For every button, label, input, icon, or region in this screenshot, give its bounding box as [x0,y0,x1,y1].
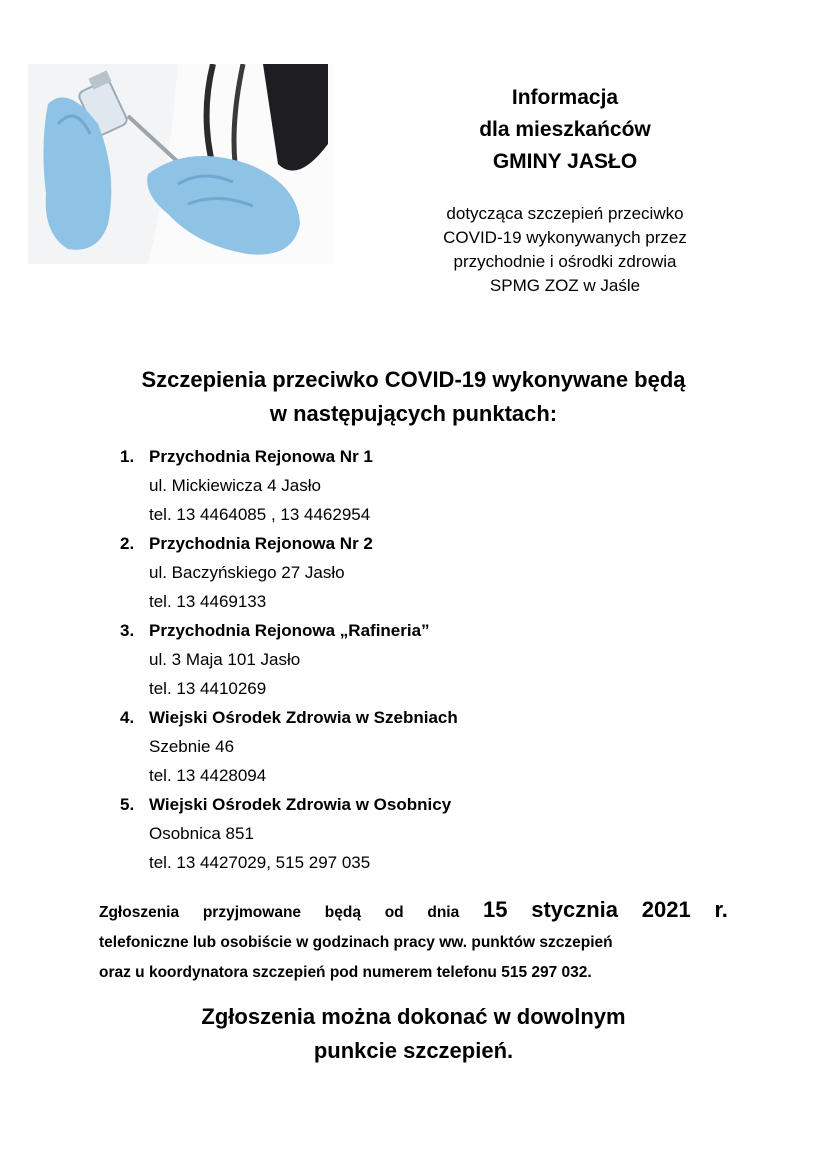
site-name: Wiejski Ośrodek Zdrowia w Osobnicy [149,795,452,814]
list-item [120,616,720,703]
title-line: GMINY JASŁO [492,150,638,173]
site-phone: tel. 13 4428094 [149,766,267,785]
subtitle-line: przychodnie i ośrodki zdrowia [453,252,677,271]
site-address: ul. Mickiewicza 4 Jasło [149,476,321,495]
site-number: 1. [120,447,135,466]
notice-word: Zgłoszenia [99,904,180,921]
site-name: Przychodnia Rejonowa „Rafineria” [149,621,430,640]
subtitle-line: dotycząca szczepień przeciwko [446,204,684,223]
notice-word: przyjmowane [202,904,302,921]
notice-date-word: 15 [482,897,508,922]
site-number: 2. [120,534,135,553]
notice-first-line [99,895,728,928]
site-phone: tel. 13 4469133 [149,592,267,611]
site-name: Przychodnia Rejonowa Nr 2 [149,534,373,553]
site-address: ul. Baczyńskiego 27 Jasło [149,563,345,582]
subtitle-line: SPMG ZOZ w Jaśle [489,276,641,295]
site-address: Szebnie 46 [149,737,235,756]
heading-line: w następujących punktach: [269,401,558,426]
site-number: 3. [120,621,135,640]
site-name: Przychodnia Rejonowa Nr 1 [149,447,373,466]
title-line: dla mieszkańców [479,118,651,141]
site-number: 5. [120,795,135,814]
site-number: 4. [120,708,135,727]
registration-notice [99,895,728,988]
list-item [120,703,720,790]
section-heading [0,363,827,431]
vaccination-sites-list [120,442,720,877]
notice-word: od [384,904,404,921]
title-line: Informacja [511,86,619,109]
subtitle-line: COVID-19 wykonywanych przez [443,228,687,247]
vaccination-photo [28,64,334,264]
notice-word: będą [324,904,361,921]
closing-line: Zgłoszenia można dokonać w dowolnym [201,1004,626,1029]
site-phone: tel. 13 4427029, 515 297 035 [149,853,371,872]
site-phone: tel. 13 4464085 , 13 4462954 [149,505,371,524]
notice-line: telefoniczne lub osobiście w godzinach pracy ww. punktów szczepień [99,934,613,951]
site-address: ul. 3 Maja 101 Jasło [149,650,301,669]
subtitle [385,202,745,298]
site-address: Osobnica 851 [149,824,254,843]
site-name: Wiejski Ośrodek Zdrowia w Szebniach [149,708,458,727]
notice-date-word: stycznia [531,897,619,922]
notice-date-word: r. [714,897,728,922]
list-item [120,442,720,529]
closing-line: punkcie szczepień. [313,1038,514,1063]
page-title [385,82,745,178]
notice-date-word: 2021 [641,897,691,922]
list-item [120,790,720,877]
site-phone: tel. 13 4410269 [149,679,267,698]
closing-note [0,1000,827,1068]
notice-line: oraz u koordynatora szczepień pod numerem telefonu 515 297 032. [99,964,592,981]
notice-word: dnia [427,904,460,921]
list-item [120,529,720,616]
heading-line: Szczepienia przeciwko COVID-19 wykonywane będą [141,367,686,392]
